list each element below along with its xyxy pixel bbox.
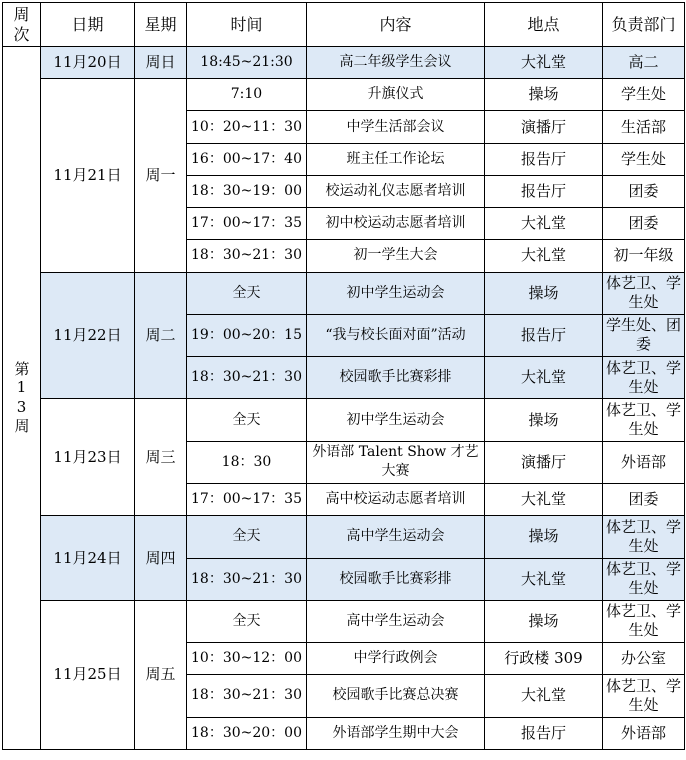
- content-cell: 中学生活部会议: [307, 111, 485, 143]
- dept-cell: 团委: [603, 175, 685, 207]
- content-cell: 初中学生运动会: [307, 272, 485, 314]
- place-cell: 报告厅: [485, 175, 603, 207]
- content-cell: 班主任工作论坛: [307, 143, 485, 175]
- place-cell: 报告厅: [485, 314, 603, 356]
- content-cell: 初中校运动志愿者培训: [307, 208, 485, 240]
- date-cell: 11月24日: [41, 516, 135, 601]
- time-cell: 17：00~17：35: [187, 484, 307, 516]
- content-cell: 校运动礼仪志愿者培训: [307, 175, 485, 207]
- place-cell: 演播厅: [485, 111, 603, 143]
- dept-cell: 初一年级: [603, 240, 685, 272]
- dept-cell: 生活部: [603, 111, 685, 143]
- date-cell: 11月21日: [41, 79, 135, 272]
- header-week: 周次: [3, 3, 41, 47]
- header-dept: 负责部门: [603, 3, 685, 47]
- table-row: [3, 516, 685, 558]
- content-cell: 外语部学生期中大会: [307, 717, 485, 749]
- header-date: 日期: [41, 3, 135, 47]
- time-cell: 18：30~21：30: [187, 675, 307, 717]
- time-cell: 18：30~21：30: [187, 357, 307, 399]
- place-cell: 操场: [485, 79, 603, 111]
- content-cell: 高二年级学生会议: [307, 47, 485, 79]
- date-cell: 11月23日: [41, 399, 135, 516]
- schedule-body: [3, 47, 685, 750]
- weekday-cell: 周三: [135, 399, 187, 516]
- time-cell: 全天: [187, 272, 307, 314]
- time-cell: 18：30~21：30: [187, 240, 307, 272]
- place-cell: 操场: [485, 272, 603, 314]
- content-cell: 校园歌手比赛总决赛: [307, 675, 485, 717]
- header-weekday: 星期: [135, 3, 187, 47]
- place-cell: 行政楼 309: [485, 643, 603, 675]
- content-cell: 高中学生运动会: [307, 516, 485, 558]
- table-row: [3, 272, 685, 314]
- content-cell: “我与校长面对面”活动: [307, 314, 485, 356]
- content-cell: 初中学生运动会: [307, 399, 485, 441]
- place-cell: 操场: [485, 600, 603, 642]
- dept-cell: 体艺卫、学生处: [603, 558, 685, 600]
- time-cell: 18：30~19：00: [187, 175, 307, 207]
- table-row: [3, 600, 685, 642]
- dept-cell: 体艺卫、学生处: [603, 357, 685, 399]
- weekday-cell: 周二: [135, 272, 187, 399]
- time-cell: 17：00~17：35: [187, 208, 307, 240]
- place-cell: 操场: [485, 399, 603, 441]
- date-cell: 11月25日: [41, 600, 135, 749]
- header-content: 内容: [307, 3, 485, 47]
- weekday-cell: 周日: [135, 47, 187, 79]
- date-cell: 11月20日: [41, 47, 135, 79]
- dept-cell: 学生处: [603, 143, 685, 175]
- place-cell: 演播厅: [485, 441, 603, 483]
- dept-cell: 体艺卫、学生处: [603, 600, 685, 642]
- dept-cell: 体艺卫、学生处: [603, 272, 685, 314]
- time-cell: 全天: [187, 516, 307, 558]
- time-cell: 18：30~20：00: [187, 717, 307, 749]
- table-row: [3, 399, 685, 441]
- time-cell: 19：00~20：15: [187, 314, 307, 356]
- weekday-cell: 周五: [135, 600, 187, 749]
- week-label: [3, 47, 41, 750]
- content-cell: 高中校运动志愿者培训: [307, 484, 485, 516]
- weekday-cell: 周一: [135, 79, 187, 272]
- dept-cell: 体艺卫、学生处: [603, 399, 685, 441]
- weekday-cell: 周四: [135, 516, 187, 601]
- place-cell: 大礼堂: [485, 47, 603, 79]
- dept-cell: 团委: [603, 484, 685, 516]
- content-cell: 校园歌手比赛彩排: [307, 558, 485, 600]
- week-label-text: 第13周: [12, 361, 31, 435]
- dept-cell: 体艺卫、学生处: [603, 516, 685, 558]
- dept-cell: 团委: [603, 208, 685, 240]
- content-cell: 高中学生运动会: [307, 600, 485, 642]
- header-place: 地点: [485, 3, 603, 47]
- dept-cell: 学生处: [603, 79, 685, 111]
- schedule-table: [2, 2, 685, 750]
- table-row: [3, 79, 685, 111]
- time-cell: 18:45~21:30: [187, 47, 307, 79]
- content-cell: 初一学生大会: [307, 240, 485, 272]
- place-cell: 大礼堂: [485, 558, 603, 600]
- dept-cell: 学生处、团委: [603, 314, 685, 356]
- content-cell: 升旗仪式: [307, 79, 485, 111]
- header-time: 时间: [187, 3, 307, 47]
- place-cell: 大礼堂: [485, 357, 603, 399]
- time-cell: 7:10: [187, 79, 307, 111]
- place-cell: 报告厅: [485, 717, 603, 749]
- time-cell: 全天: [187, 399, 307, 441]
- time-cell: 全天: [187, 600, 307, 642]
- content-cell: 中学行政例会: [307, 643, 485, 675]
- dept-cell: 高二: [603, 47, 685, 79]
- time-cell: 10：30~12：00: [187, 643, 307, 675]
- time-cell: 18：30~21：30: [187, 558, 307, 600]
- dept-cell: 外语部: [603, 441, 685, 483]
- dept-cell: 体艺卫、学生处: [603, 675, 685, 717]
- place-cell: 大礼堂: [485, 484, 603, 516]
- place-cell: 操场: [485, 516, 603, 558]
- content-cell: 校园歌手比赛彩排: [307, 357, 485, 399]
- header-row: [3, 3, 685, 47]
- dept-cell: 办公室: [603, 643, 685, 675]
- date-cell: 11月22日: [41, 272, 135, 399]
- place-cell: 大礼堂: [485, 240, 603, 272]
- place-cell: 报告厅: [485, 143, 603, 175]
- place-cell: 大礼堂: [485, 675, 603, 717]
- place-cell: 大礼堂: [485, 208, 603, 240]
- table-row: [3, 47, 685, 79]
- time-cell: 16：00~17：40: [187, 143, 307, 175]
- dept-cell: 外语部: [603, 717, 685, 749]
- time-cell: 18：30: [187, 441, 307, 483]
- content-cell: 外语部 Talent Show 才艺大赛: [307, 441, 485, 483]
- time-cell: 10：20~11：30: [187, 111, 307, 143]
